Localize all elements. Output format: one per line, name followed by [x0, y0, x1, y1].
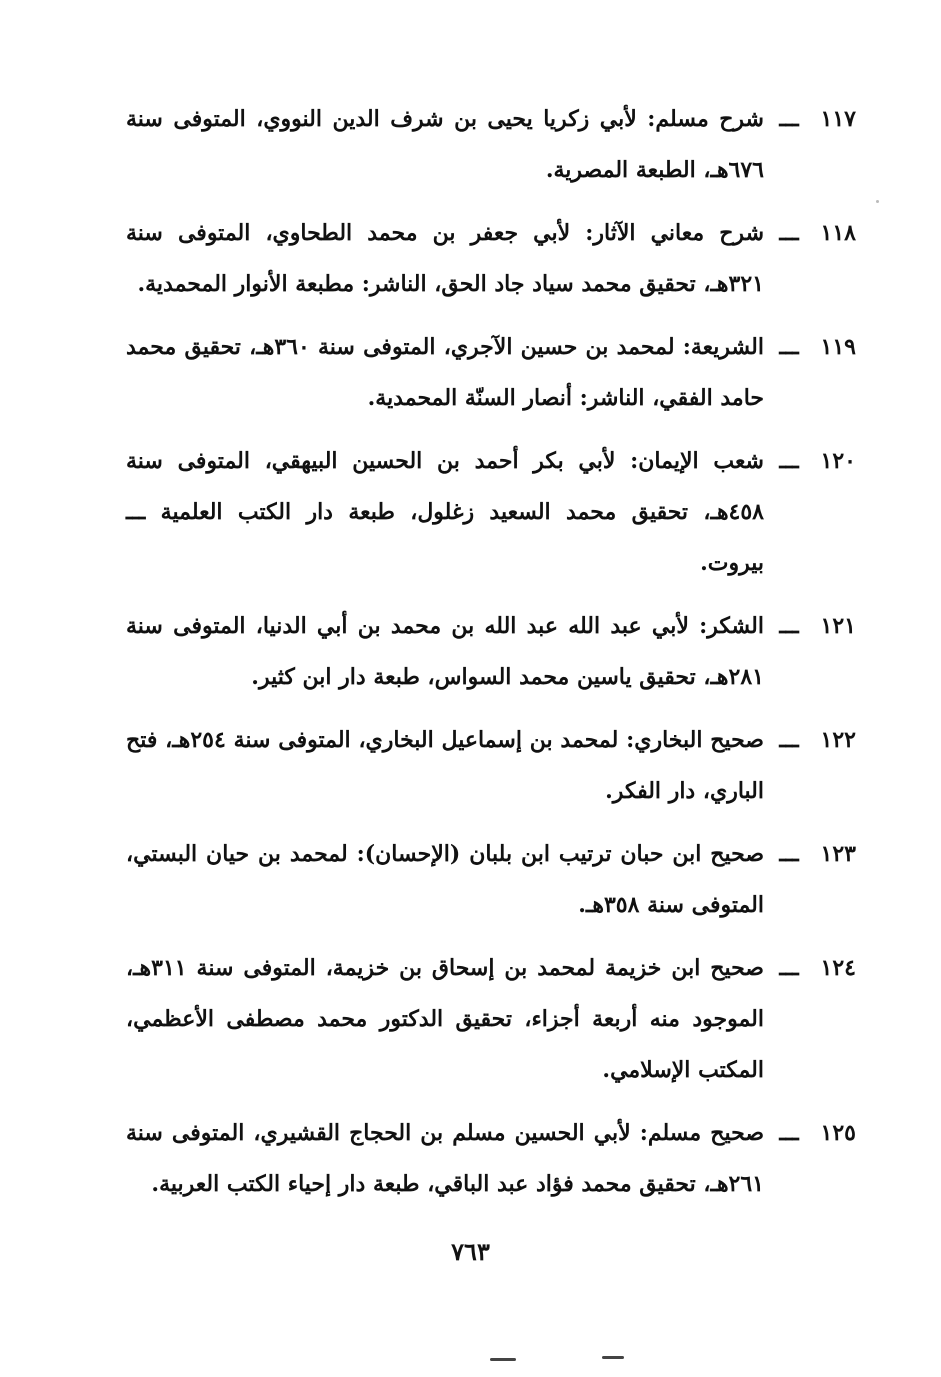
bibliography-list	[126, 94, 856, 1222]
bibliography-entry	[126, 208, 856, 310]
bibliography-entry	[126, 943, 856, 1096]
entry-dash: ـــ	[779, 955, 799, 981]
entry-dash: ـــ	[779, 220, 799, 246]
entry-text: شرح مسلم: لأبي زكريا يحيى بن شرف الدين النووي، المتوفى سنة ٦٧٦هـ، الطبعة المصرية.	[126, 106, 764, 183]
entry-number: ١٢٢	[820, 727, 856, 753]
entry-dash: ـــ	[779, 106, 799, 132]
entry-text: صحيح ابن حبان ترتيب ابن بلبان (الإحسان): لمحمد بن حيان البستي، المتوفى سنة ٣٥٨هـ.	[126, 841, 764, 918]
scan-speck	[876, 200, 879, 203]
entry-dash: ـــ	[779, 448, 799, 474]
entry-number: ١١٧	[820, 106, 856, 132]
entry-dash: ـــ	[779, 1120, 799, 1146]
bibliography-entry	[126, 1108, 856, 1210]
entry-dash: ـــ	[779, 727, 799, 753]
entry-text: الشريعة: لمحمد بن حسين الآجري، المتوفى سنة ٣٦٠هـ، تحقيق محمد حامد الفقي، الناشر: أنصار السنّة المحمدية.	[126, 334, 764, 411]
scan-mark	[602, 1356, 624, 1359]
entry-number: ١١٩	[820, 334, 856, 360]
bibliography-entry	[126, 322, 856, 424]
bibliography-entry	[126, 436, 856, 589]
entry-text: صحيح ابن خزيمة لمحمد بن إسحاق بن خزيمة، المتوفى سنة ٣١١هـ، الموجود منه أربعة أجزاء، تحقيق الدكتور محمد مصطفى الأعظمي، المكتب الإسلامي.	[126, 955, 764, 1083]
entry-number: ١٢٣	[820, 841, 856, 867]
entry-text: شرح معاني الآثار: لأبي جعفر بن محمد الطحاوي، المتوفى سنة ٣٢١هـ، تحقيق محمد سياد جاد الحق، الناشر: مطبعة الأنوار المحمدية.	[126, 220, 764, 297]
entry-number: ١٢٤	[820, 955, 856, 981]
entry-dash: ـــ	[779, 841, 799, 867]
scan-marks	[490, 1352, 650, 1366]
entry-dash: ـــ	[779, 334, 799, 360]
entry-number: ١٢٥	[820, 1120, 856, 1146]
bibliography-entry	[126, 829, 856, 931]
entry-text: صحيح مسلم: لأبي الحسين مسلم بن الحجاج القشيري، المتوفى سنة ٢٦١هـ، تحقيق محمد فؤاد عبد الباقي، طبعة دار إحياء الكتب العربية.	[126, 1120, 764, 1197]
entry-text: شعب الإيمان: لأبي بكر أحمد بن الحسين البيهقي، المتوفى سنة ٤٥٨هـ، تحقيق محمد السعيد زغلول، طبعة دار الكتب العلمية ـــ بيروت.	[126, 448, 764, 576]
bibliography-entry	[126, 601, 856, 703]
entry-text: صحيح البخاري: لمحمد بن إسماعيل البخاري، المتوفى سنة ٢٥٤هـ، فتح الباري، دار الفكر.	[126, 727, 764, 804]
scan-mark	[490, 1358, 516, 1361]
page-number: ٧٦٣	[451, 1237, 490, 1266]
entry-number: ١١٨	[820, 220, 856, 246]
entry-dash: ـــ	[779, 613, 799, 639]
bibliography-entry	[126, 94, 856, 196]
bibliography-entry	[126, 715, 856, 817]
entry-number: ١٢٠	[820, 448, 856, 474]
entry-number: ١٢١	[820, 613, 856, 639]
entry-text: الشكر: لأبي عبد الله عبد الله بن محمد بن أبي الدنيا، المتوفى سنة ٢٨١هـ، تحقيق ياسين محمد السواس، طبعة دار ابن كثير.	[126, 613, 764, 690]
